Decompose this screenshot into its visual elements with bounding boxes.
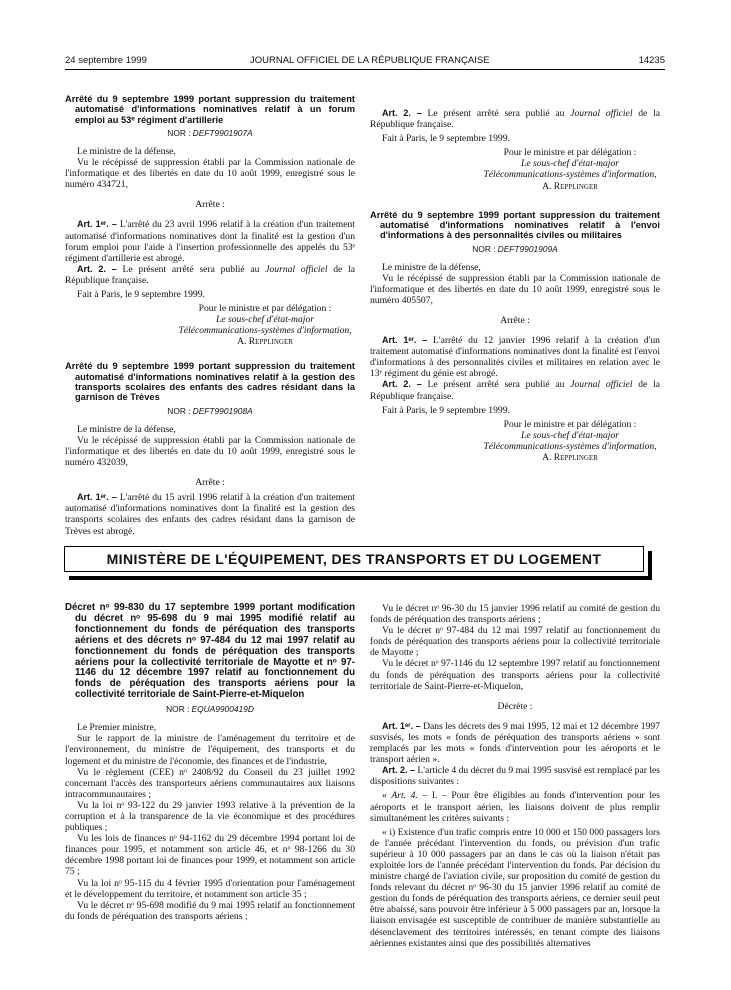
decret-visa-decret-97-1146: Vu le décret nᵒ 97-1146 du 12 septembre 1997 relatif au fonctionnement du fonds de péréquation des transports aériens pour la collectivité territoriale de Saint-Pierre-et-Miquelon, <box>370 658 660 692</box>
arrete3-title: Arrêté du 9 septembre 1999 portant suppression du traitement automatisé d'informations nominatives relatif à l'envoi d'informations à des personnalités civiles ou militaires <box>370 209 660 241</box>
decret-article1: Art. 1ᵉʳ. – Dans les décrets des 9 mai 1995, 12 mai et 12 décembre 1997 susvisés, les mots « fonds de péréquation des transports aériens » sont remplacés par les mots « fonds d'intervention pour les aéroports et le transport aérien ». <box>370 720 660 766</box>
lower-left-column <box>65 603 355 922</box>
arrete1-title: Arrêté du 9 septembre 1999 portant suppression du traitement automatisé d'informations nominatives relatif à un forum emploi au 53ᵉ régiment d'artillerie <box>65 94 355 125</box>
arrete3-fait: Fait à Paris, le 9 septembre 1999. <box>382 404 510 416</box>
arrete1-fait: Fait à Paris, le 9 septembre 1999. <box>77 289 205 301</box>
decret-title: Décret nᵒ 99-830 du 17 septembre 1999 portant modification du décret nᵒ 95-698 du 9 mai 1995 modifié relatif au fonctionnement du fonds de péréquation des transports aériens et des décrets nᵒ 97-484 du 12 mai 1997 relatif au fonctionnement du fonds de péréquation des transports aériens pour la collectivité territoriale de Mayotte et nᵒ 97-1146 du 12 décembre 1997 relatif au fonctionnement du fonds de péréquation des transports aériens pour la collectivité territoriale de Saint-Pierre-et-Miquelon <box>65 602 355 701</box>
arrete2-signature-3: Télécommunications-systèmes d'information, <box>483 169 657 181</box>
decret-decrete: Décrète : <box>497 700 533 712</box>
arrete2-minister: Le ministre de la défense, <box>77 423 176 435</box>
header-page-number: 14235 <box>638 55 665 66</box>
upper-right-column <box>370 94 660 463</box>
arrete3-arrete: Arrête : <box>500 315 530 327</box>
running-header <box>65 55 665 67</box>
arrete3-article1: Art. 1ᵉʳ. – L'arrêté du 12 janvier 1996 relatif à la création d'un traitement automatisé d'informations nominatives dont la finalité est l'envoi d'informations à des personnalités civiles et militaires en relation avec le 13ᵉ régiment du génie est abrogé. <box>370 335 660 380</box>
decret-visa-reglement: Vu le règlement (CEE) nᵒ 2408/92 du Conseil du 23 juillet 1992 concernant l'accès des transporteurs aériens communautaires aux liaisons intracommunautaires ; <box>65 766 355 800</box>
decret-visa-loi-93-122: Vu la loi nᵒ 93-122 du 29 janvier 1993 relative à la prévention de la corruption et à la transparence de la vie économique et des procédures publiques ; <box>65 799 355 834</box>
header-journal-title: JOURNAL OFFICIEL DE LA RÉPUBLIQUE FRANÇAISE <box>250 55 490 66</box>
header-date: 24 septembre 1999 <box>65 55 147 66</box>
arrete2-signature-2: Le sous-chef d'état-major <box>521 158 619 170</box>
decret-visa-lois-finances: Vu les lois de finances nᵒ 94-1162 du 29 décembre 1994 portant loi de finances pour 1995, et notamment son article 46, et nᵒ 98-1266 du 30 décembre 1998 portant loi de finances pour 1999, et notamment son article 75 ; <box>65 833 355 878</box>
decret-premier-ministre: Le Premier ministre, <box>77 722 157 734</box>
arrete2-visa: Vu le récépissé de suppression établi par la Commission nationale de l'informatique et des libertés en date du 10 août 1999, enregistré sous le numéro 432039, <box>65 434 355 469</box>
arrete2-nor: NOR : DEFT9901908A <box>167 405 253 416</box>
decret-rapport: Sur le rapport de la ministre de l'aménagement du territoire et de l'environnement, du ministre de l'équipement, des transports et du logement et du ministre de l'économie, des finances et de l'industrie, <box>65 733 355 767</box>
decret-criterion-i: « i) Existence d'un trafic compris entre 10 000 et 150 000 passagers lors de l'année précédant l'intervention du fonds, ou prévision d'un trafic supérieur à 10 000 passagers par an dans le cas où la liaison n'était pas exploitée lors de l'année précédant l'intervention du fonds. Par décision du ministre chargé de l'aviation civile, sur proposition du comité de gestion du fonds relevant du décret nᵒ 96-30 du 15 janvier 1996 relatif au comité de gestion du fonds de péréquation des transports aériens, ce dernier seuil peut être abaissé, sans pouvoir être inférieur à 5 000 passagers par an, lorsque la liaison envisagée est susceptible de contribuer de manière substantielle au désenclavement des territoires intéressés, en tenant compte des liaisons aériennes existantes ainsi que des possibilités alternatives <box>370 826 660 949</box>
ministry-banner: MINISTÈRE DE L'ÉQUIPEMENT, DES TRANSPORTS ET DU LOGEMENT <box>64 546 644 572</box>
arrete1-visa: Vu le récépissé de suppression établi par la Commission nationale de l'informatique et des libertés en date du 10 août 1999, enregistré sous le numéro 434721, <box>65 157 355 191</box>
decret-article2: Art. 2. – L'article 4 du décret du 9 mai 1995 susvisé est remplacé par les dispositions suivantes : <box>370 765 660 788</box>
arrete1-signature-name: A. Repplinger <box>237 336 293 348</box>
arrete3-signature-1: Pour le ministre et par délégation : <box>503 418 637 430</box>
upper-left-column <box>65 94 355 537</box>
arrete1-article1: Art. 1ᵉʳ. – L'arrêté du 23 avril 1996 relatif à la création d'un traitement automatisé d'informations nominatives dont la finalité est la gestion d'un forum emploi pour l'aide à l'insertion professionnelle des appelés du 53ᵉ régiment d'artillerie est abrogé. <box>65 219 355 264</box>
decret-visa-decret-95-698: Vu le décret nᵒ 95-698 modifié du 9 mai 1995 relatif au fonctionnement du fonds de péréquation des transports aériens ; <box>65 899 355 922</box>
lower-right-column <box>370 603 660 949</box>
arrete1-minister: Le ministre de la défense, <box>77 145 176 157</box>
arrete3-nor: NOR : DEFT9901909A <box>472 243 558 254</box>
arrete2-signature-name: A. Repplinger <box>542 180 598 192</box>
decret-article4: « Art. 4. – I. – Pour être éligibles au fonds d'intervention pour les aéroports et le transport aérien, les liaisons doivent de plus remplir simultanément les critères suivants : <box>370 790 660 824</box>
arrete3-article2: Art. 2. – Le présent arrêté sera publié au Journal officiel de la République française. <box>370 379 660 402</box>
arrete1-nor: NOR : DEFT9901907A <box>167 127 253 138</box>
decret-nor: NOR : EQUA9900419D <box>166 704 254 715</box>
arrete2-fait: Fait à Paris, le 9 septembre 1999. <box>382 133 510 145</box>
arrete3-signature-3: Télécommunications-systèmes d'information, <box>483 440 657 452</box>
arrete3-visa: Vu le récépissé de suppression établi par la Commission nationale de l'informatique et des libertés en date du 10 août 1999, enregistré sous le numéro 405507, <box>370 272 660 306</box>
arrete1-signature-2: Le sous-chef d'état-major <box>216 314 314 326</box>
arrete2-article1: Art. 1ᵉʳ. – L'arrêté du 15 avril 1996 relatif à la création d'un traitement automatisé d'informations nominatives dont la finalité est la gestion des transports scolaires des enfants des cadres résidant dans la garnison de Trèves est abrogé. <box>65 492 355 537</box>
arrete2-arrete: Arrête : <box>195 477 225 489</box>
arrete2-title: Arrêté du 9 septembre 1999 portant suppression du traitement automatisé d'informations nominatives relatif à la gestion des transports scolaires des enfants des cadres résidant dans la garnison de Trèves <box>65 361 355 403</box>
arrete3-minister: Le ministre de la défense, <box>382 261 481 273</box>
arrete3-signature-2: Le sous-chef d'état-major <box>521 429 619 441</box>
arrete1-signature-1: Pour le ministre et par délégation : <box>198 303 332 315</box>
arrete2-article2: Art. 2. – Le présent arrêté sera publié au Journal officiel de la République française. <box>370 108 660 131</box>
arrete1-signature-3: Télécommunications-systèmes d'information, <box>178 325 352 337</box>
decret-visa-decret-96-30: Vu le décret nᵒ 96-30 du 15 janvier 1996 relatif au comité de gestion du fonds de péréquation des transports aériens ; <box>370 603 660 626</box>
decret-visa-decret-97-484: Vu le décret nᵒ 97-484 du 12 mai 1997 relatif au fonctionnement du fonds de péréquation des transports aériens pour la collectivité territoriale de Mayotte ; <box>370 625 660 659</box>
header-rule <box>65 69 665 70</box>
arrete1-article2: Art. 2. – Le présent arrêté sera publié au Journal officiel de la République française. <box>65 263 355 286</box>
decret-visa-loi-95-115: Vu la loi nᵒ 95-115 du 4 février 1995 d'orientation pour l'aménagement et le développement du territoire, et notamment son article 35 ; <box>65 877 355 900</box>
arrete2-signature-1: Pour le ministre et par délégation : <box>503 147 637 159</box>
arrete3-signature-name: A. Repplinger <box>542 452 598 464</box>
arrete1-arrete: Arrête : <box>195 199 225 211</box>
